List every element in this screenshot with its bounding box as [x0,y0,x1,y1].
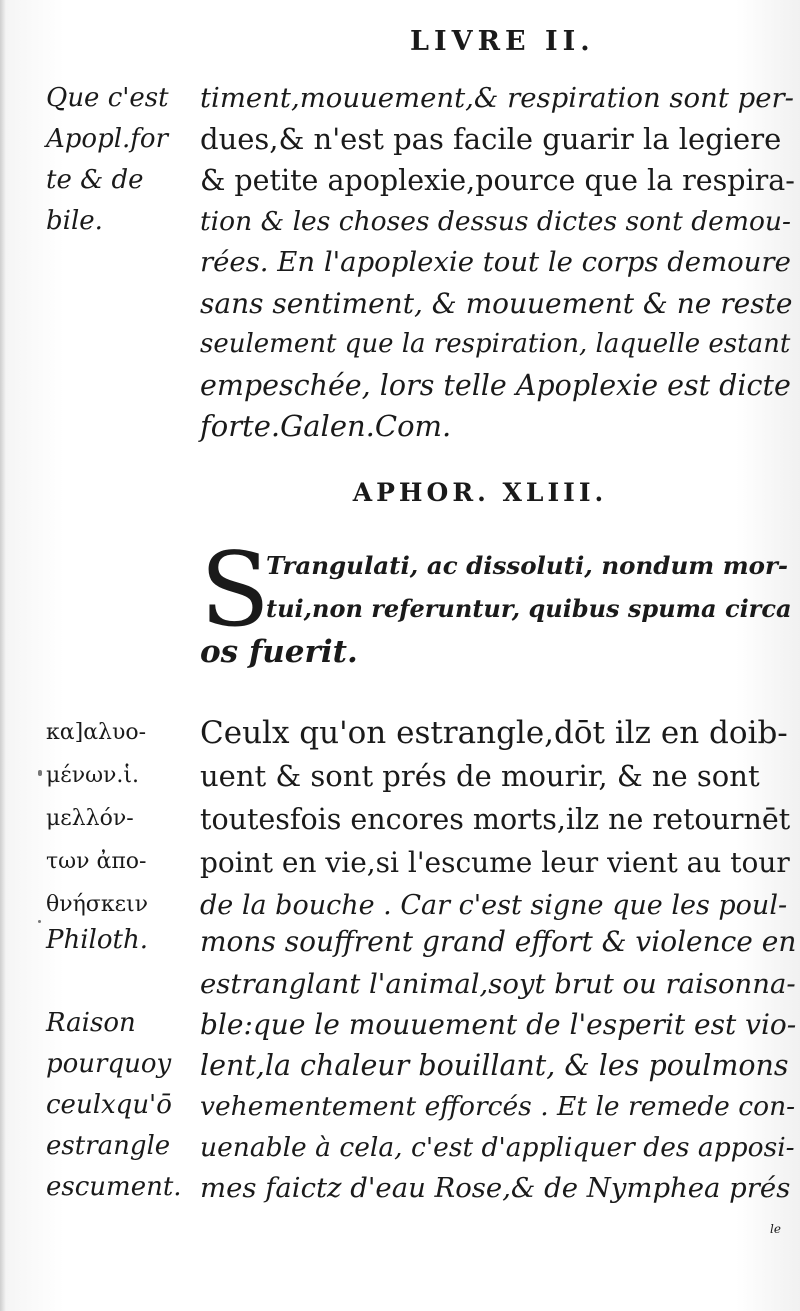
commentary-line: uenable à cela, c'est d'appliquer des apposi- [200,1132,795,1163]
margin-note-top-2: Apopl.for [46,124,169,154]
margin-note-bottom-1: Raison [46,1008,136,1038]
page-edge-shadow [0,0,6,1311]
drop-cap: S [200,531,270,650]
commentary-line: mes faictz d'eau Rose,& de Nymphea prés [200,1172,791,1204]
commentary-line: estranglant l'animal,soyt brut ou raisonna- [200,968,796,1000]
margin-note-top-3: te & de [46,165,144,195]
margin-note-greek-2: μένων.ἱ. [46,763,139,788]
commentary-line: lent,la chaleur bouillant, & les poulmons [200,1049,789,1082]
margin-note-bottom-5: escument. [46,1172,182,1202]
ink-speck [38,770,42,776]
margin-note-philoth: Philoth. [46,925,148,955]
text-line: dues,& n'est pas facile guarir la legiere [200,122,782,156]
text-line: rées. En l'apoplexie tout le corps demoure [200,246,791,278]
latin-line: tui,non referuntur, quibus spuma circa [266,594,792,623]
margin-note-bottom-4: estrangle [46,1131,171,1161]
text-line: & petite apoplexie,pource que la respira- [200,164,795,197]
commentary-line: de la bouche . Car c'est signe que les poul- [200,890,788,921]
margin-note-bottom-2: pourquoy [46,1049,172,1079]
commentary-line: vehementement efforcés . Et le remede con- [200,1091,796,1122]
margin-note-greek-1: κα]αλυο- [46,720,147,745]
text-line: sans sentiment, & mouuement & ne reste [200,287,793,320]
ink-speck [38,920,41,923]
text-line: tion & les choses dessus dictes sont demou- [200,206,791,237]
margin-note-greek-3: μελλόν- [46,806,134,831]
margin-note-greek-4: των ἀπο- [46,849,147,874]
text-line: seulement que la respiration, laquelle estant [200,329,791,359]
commentary-line: toutesfois encores morts,ilz ne retournēt [200,803,791,836]
text-line: empeschée, lors telle Apoplexie est dicte [200,369,791,402]
commentary-line: ble:que le mouuement de l'esperit est vio- [200,1008,797,1041]
margin-note-top-1: Que c'est [46,83,169,113]
aphorism-heading: APHOR. XLIII. [352,478,608,507]
commentary-line: Ceulx qu'on estrangle,dōt ilz en doib- [200,715,788,751]
margin-note-bottom-3: ceulxqu'ō [46,1090,172,1120]
commentary-line: point en vie,si l'escume leur vient au tour [200,846,790,879]
text-line: forte.Galen.Com. [200,409,452,443]
margin-note-greek-5: θνήσκειν [46,892,148,917]
commentary-line: uent & sont prés de mourir, & ne sont [200,759,760,793]
margin-note-top-4: bile. [46,206,103,236]
latin-line: Trangulati, ac dissoluti, nondum mor- [266,551,789,580]
catchword: le [770,1222,781,1236]
latin-line: os fuerit. [200,634,358,670]
text-line: timent,mouuement,& respiration sont per- [200,82,794,114]
commentary-line: mons souffrent grand effort & violence en [200,925,797,958]
running-head: LIVRE II. [410,26,595,57]
